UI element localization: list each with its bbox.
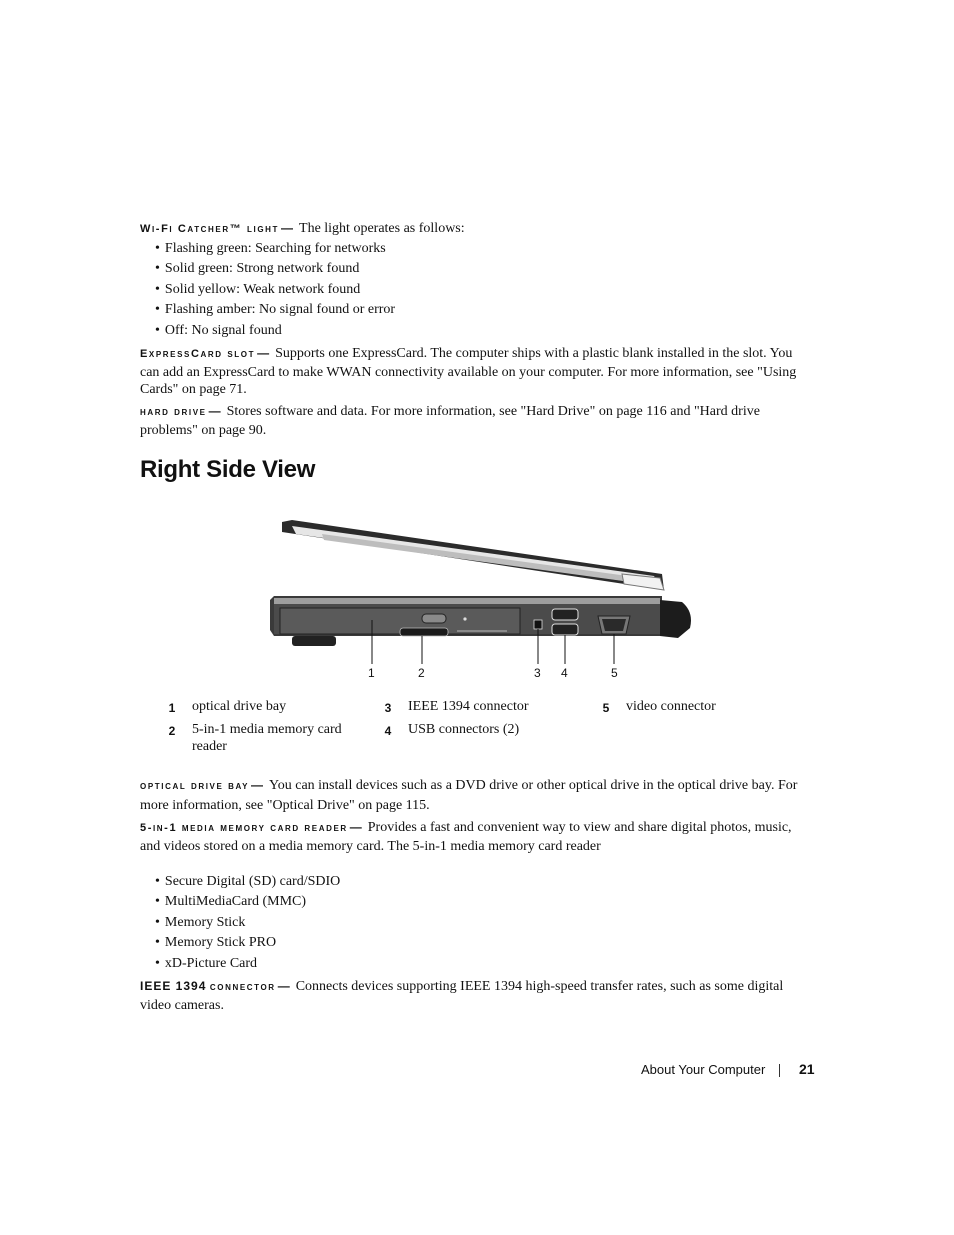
list-item: • xD-Picture Card xyxy=(155,954,340,974)
legend-label: IEEE 1394 connector xyxy=(408,699,529,714)
media-reader-paragraph xyxy=(140,819,815,855)
hard-drive-term: hard drive xyxy=(140,406,207,418)
expresscard-paragraph xyxy=(140,345,815,399)
term-dash: — xyxy=(251,778,264,792)
callout-2: 2 xyxy=(418,666,425,680)
list-item: • Flashing amber: No signal found or error xyxy=(155,300,395,320)
table-row xyxy=(160,721,746,755)
footer-chapter-title: About Your Computer xyxy=(641,1062,766,1077)
callout-3: 3 xyxy=(534,666,541,680)
callout-1: 1 xyxy=(368,666,375,680)
legend-label: 5-in-1 media memory card reader xyxy=(192,722,342,754)
ieee-1394-text: Connects devices supporting IEEE 1394 high-speed transfer rates, such as some digital video cameras. xyxy=(140,979,784,1013)
optical-drive-text: You can install devices such as a DVD drive or other optical drive in the optical drive bay. For more information, see "Optical Drive" on page 115. xyxy=(140,778,798,813)
legend-label: video connector xyxy=(626,699,716,714)
legend-number xyxy=(594,721,618,755)
legend-number: 3 xyxy=(384,701,392,715)
laptop-right-side-figure xyxy=(262,512,707,692)
footer-divider xyxy=(779,1064,780,1077)
term-dash: — xyxy=(281,221,294,235)
wifi-catcher-paragraph xyxy=(140,220,815,239)
expresscard-term: ExpressCard slot xyxy=(140,348,256,360)
list-item: • Memory Stick PRO xyxy=(155,933,340,953)
legend-number: 4 xyxy=(384,724,392,738)
expresscard-text: Supports one ExpressCard. The computer ships with a plastic blank installed in the slot. You can add an ExpressCard to make WWAN connectivity available on your computer. For more information, see "Using Cards" on page 71. xyxy=(140,346,797,397)
term-dash: — xyxy=(208,404,221,418)
list-item: • Flashing green: Searching for networks xyxy=(155,239,395,259)
legend-label: USB connectors (2) xyxy=(408,722,520,737)
legend-label xyxy=(618,721,746,755)
media-reader-term: 5-in-1 media memory card reader xyxy=(140,822,348,834)
callout-4: 4 xyxy=(561,666,568,680)
term-dash: — xyxy=(349,820,362,834)
legend-number: 1 xyxy=(168,701,176,715)
wifi-catcher-term: Wi-Fi Catcher™ light xyxy=(140,223,280,235)
list-item: • Memory Stick xyxy=(155,913,340,933)
term-dash: — xyxy=(257,346,270,360)
table-row xyxy=(160,698,746,721)
ieee-1394-paragraph xyxy=(140,978,815,1014)
legend-label: optical drive bay xyxy=(192,699,287,714)
section-heading: Right Side View xyxy=(140,456,316,483)
media-reader-text: Provides a fast and convenient way to view and share digital photos, music, and videos stored on a media memory card. The 5-in-1 media memory card reader xyxy=(140,820,792,854)
media-card-list xyxy=(155,872,340,974)
list-item: • Secure Digital (SD) card/SDIO xyxy=(155,872,340,892)
ieee-1394-term: connector xyxy=(209,981,276,993)
list-item: • Off: No signal found xyxy=(155,321,395,341)
ieee-1394-term-caps: IEEE 1394 xyxy=(140,979,207,993)
callout-5: 5 xyxy=(611,666,618,680)
list-item: • Solid green: Strong network found xyxy=(155,259,395,279)
list-item: • MultiMediaCard (MMC) xyxy=(155,892,340,912)
optical-drive-term: optical drive bay xyxy=(140,780,250,792)
wifi-status-list xyxy=(155,239,395,341)
wifi-catcher-text: The light operates as follows: xyxy=(299,221,465,236)
page-number: 21 xyxy=(799,1061,815,1077)
term-dash: — xyxy=(277,979,290,993)
hard-drive-paragraph xyxy=(140,403,815,439)
hard-drive-text: Stores software and data. For more information, see "Hard Drive" on page 116 and "Hard drive problems" on page 90. xyxy=(140,404,760,438)
list-item: • Solid yellow: Weak network found xyxy=(155,280,395,300)
legend-number: 2 xyxy=(168,724,176,738)
optical-drive-paragraph xyxy=(140,776,815,815)
legend-number: 5 xyxy=(602,701,610,715)
laptop-illustration xyxy=(262,512,707,692)
figure-legend-table xyxy=(160,698,746,755)
